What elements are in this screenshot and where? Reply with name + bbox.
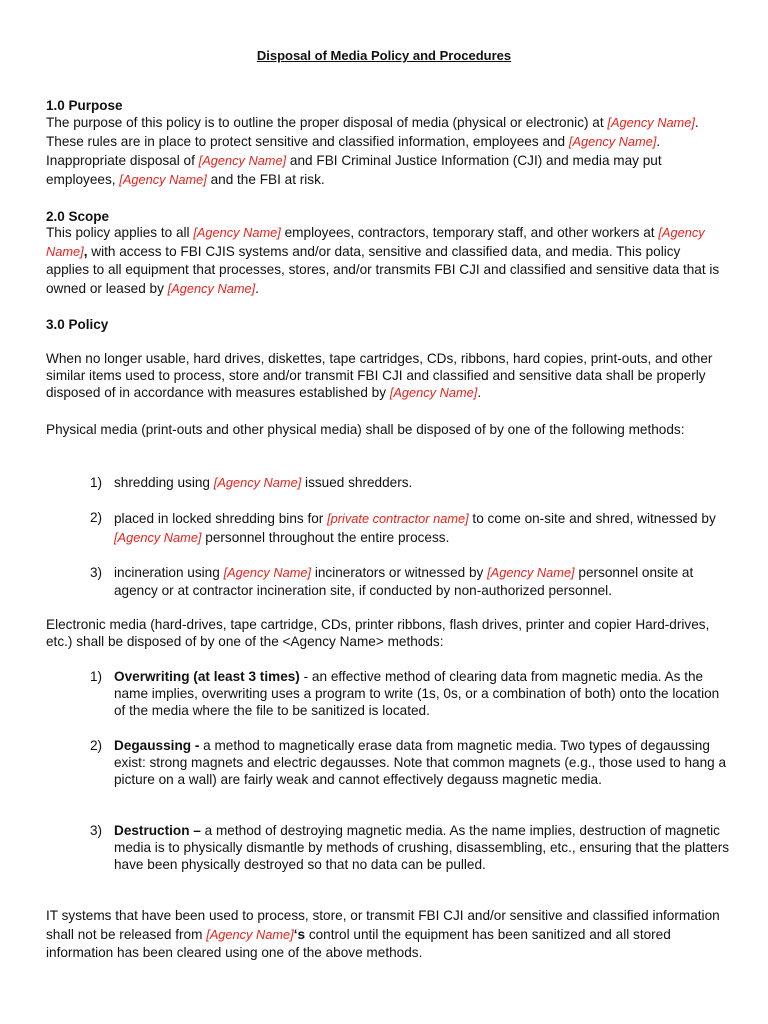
electronic-method-1: 1) Overwriting (at least 3 times) - an effective method of clearing data from magnetic media. As the name implies, overwriting uses a program to write (1s, 0s, or a combination of both) onto the location of the media where the file to be sanitized is located. xyxy=(90,669,720,718)
policy-paragraph-3: Electronic media (hard-drives, tape cartridge, CDs, printer ribbons, flash drives, printer and copier Hard-drives, etc.) shall be disposed of by one of the <Agency Name> methods: xyxy=(46,617,710,649)
agency-placeholder: [Agency Name] xyxy=(568,134,657,149)
agency-placeholder: [Agency Name] xyxy=(213,475,302,490)
scope-text: This policy applies to all [Agency Name] employees, contractors, temporary staff, and other workers at [Agency Name], with access to FBI CJIS systems and/or data, sensitive and classified data, and media. This policy applies to all equipment that processes, stores, and/or transmits FBI CJI and classified and sensitive data that is owned or leased by [Agency Name]. xyxy=(46,225,720,296)
agency-placeholder: [Agency Name] xyxy=(114,530,202,545)
agency-placeholder: [Agency Name] xyxy=(119,172,207,187)
purpose-heading: 1.0 Purpose xyxy=(46,98,123,113)
document-title: Disposal of Media Policy and Procedures xyxy=(256,48,512,63)
contractor-placeholder: [private contractor name] xyxy=(327,511,469,526)
agency-placeholder: [Agency Name] xyxy=(206,926,294,942)
electronic-method-2: 2) Degaussing - a method to magnetically erase data from magnetic media. Two types of degaussing exist: strong magnets and electric degausses. Note that common magnets (e.g., those used to hang a picture on a wall) are fairly weak and cannot effectively degauss magnetic media. xyxy=(90,738,727,787)
physical-method-3: 3) incineration using [Agency Name] incinerators or witnessed by [Agency Name] personnel onsite at agency or at contractor incineration site, if conducted by non-authorized personnel. xyxy=(90,565,694,598)
policy-paragraph-1: When no longer usable, hard drives, diskettes, tape cartridges, CDs, ribbons, hard copies, print-outs, and other similar items used to process, store and/or transmit FBI CJI and classified and sensitive data shall be properly disposed of in accordance with measures established by [Agency Name]. xyxy=(46,351,713,400)
electronic-method-3: 3) Destruction – a method of destroying magnetic media. As the name implies, destruction of magnetic media is to physically dismantle by methods of crushing, disassembling, etc., ensuring that the platters have been physically destroyed so that no data can be pulled. xyxy=(90,823,730,872)
purpose-section xyxy=(46,98,726,189)
physical-method-1: 1) shredding using [Agency Name] issued shredders. xyxy=(90,475,413,490)
destruction-term: Destruction – xyxy=(114,823,201,838)
policy-paragraph-4: IT systems that have been used to process, store, or transmit FBI CJI and/or sensitive and classified information shall not be released from [Agency Name]‘s control until the equipment has been sanitized and all stored information has been cleared using one of the above methods. xyxy=(46,908,720,960)
degaussing-term: Degaussing - xyxy=(114,738,200,753)
agency-placeholder: [Agency Name] xyxy=(487,565,575,580)
physical-method-2: 2) placed in locked shredding bins for [private contractor name] to come on-site and shred, witnessed by [Agency Name] personnel throughout the entire process. xyxy=(90,510,716,545)
agency-placeholder: [Agency Name] xyxy=(193,225,281,240)
agency-placeholder: [Agency Name] xyxy=(46,225,705,259)
agency-placeholder: [Agency Name] xyxy=(223,565,312,580)
agency-placeholder: [Agency Name] xyxy=(607,115,695,130)
agency-placeholder: [Agency Name] xyxy=(198,153,287,168)
scope-section xyxy=(46,209,726,298)
overwriting-term: Overwriting (at least 3 times) xyxy=(114,669,300,684)
scope-heading: 2.0 Scope xyxy=(46,209,110,224)
agency-placeholder: [Agency Name] xyxy=(389,385,478,400)
agency-placeholder: [Agency Name] xyxy=(167,280,256,296)
policy-paragraph-2: Physical media (print-outs and other physical media) shall be disposed of by one of the following methods: xyxy=(46,422,685,437)
policy-heading: 3.0 Policy xyxy=(46,317,109,332)
purpose-text: The purpose of this policy is to outline the proper disposal of media (physical or electronic) at [Agency Name]. These rules are in place to protect sensitive and classified information, employees and [Agency Name]. Inappropriate disposal of [Agency Name] and FBI Criminal Justice Information (CJI) and media may put employees, [Agency Name] and the FBI at risk. xyxy=(46,115,699,187)
